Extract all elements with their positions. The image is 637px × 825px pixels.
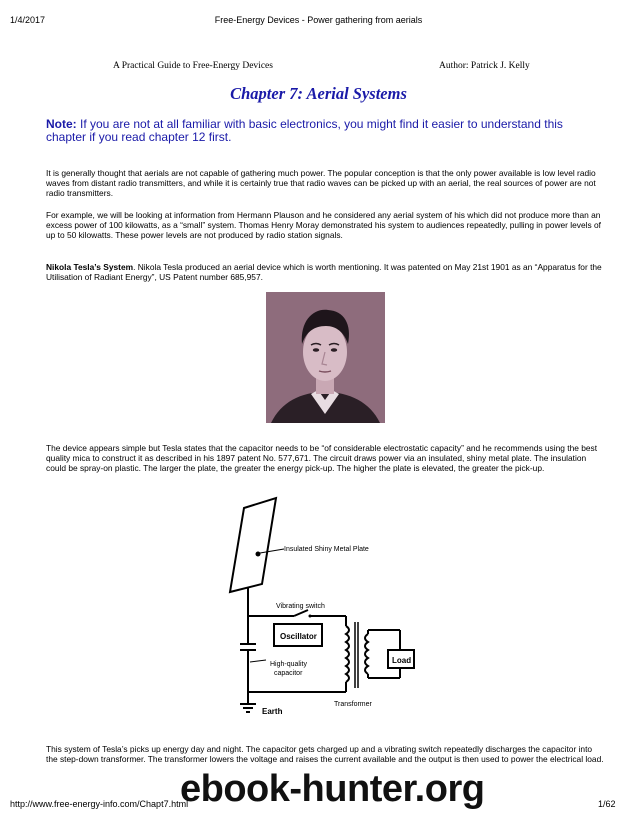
paragraph-example: For example, we will be looking at information from Hermann Plauson and he considered any aerial system of his which did not produce more than an excess power of 100 kilowatts, as a “small” system. Thomas Henry Moray demonstrated his system to audiences repeatedly, pulling in power levels of up to 50 kilowatts. These power levels are not produced by radio station signals. [46,210,602,240]
earth-label: Earth [262,707,283,716]
note-paragraph [46,118,606,144]
tesla-portrait [266,292,385,423]
tesla-heading: Nikola Tesla’s System [46,262,134,272]
switch-label: Vibrating switch [276,603,325,610]
print-title: Free-Energy Devices - Power gathering from aerials [214,15,423,25]
chapter-title: Chapter 7: Aerial Systems [230,84,407,103]
circuit-diagram [222,492,440,722]
transformer-label: Transformer [334,701,372,708]
note-text: If you are not at all familiar with basic electronics, you might find it easier to understand this chapter if you read chapter 12 first. [46,117,563,144]
footer-url: http://www.free-energy-info.com/Chapt7.html [10,799,189,809]
metal-plate [230,498,276,592]
oscillator-label: Oscillator [280,632,317,641]
paragraph-tesla [46,262,606,282]
paragraph-device: The device appears simple but Tesla states that the capacitor needs to be “of considerable electrostatic capacity” and he recommends using the best quality mica to construct it as described in his 1897 patent No. 577,671. The circuit draws power via an insulated, shiny metal plate. The insulation could be spray-on plastic. The larger the plate, the greater the energy pick-up. The higher the plate is elevated, the greater the pick-up. [46,443,598,473]
capacitor-label-2: capacitor [274,670,303,677]
print-date: 1/4/2017 [10,15,46,25]
capacitor-label-1: High-quality [270,661,307,668]
load-label: Load [392,656,412,665]
plate-label: Insulated Shiny Metal Plate [284,546,369,553]
author-line: Author: Patrick J. Kelly [439,61,530,71]
paragraph-operation: This system of Tesla’s picks up energy day and night. The capacitor gets charged up and a vibrating switch repeatedly discharges the capacitor into the step-down transformer. The transformer lowers the voltage and raises the current available and the output is then used to power the electrical load. [46,744,604,764]
paragraph-intro: It is generally thought that aerials are not capable of gathering much power. The popular conception is that the only power available is low level radio waves from distant radio transmitters, and while it is certainly true that radio waves can be picked up with an aerial, the real sources of power are not radio transmitters. [46,168,596,198]
footer-page: 1/62 [598,799,616,809]
watermark: ebook-hunter.org [180,768,485,810]
guide-title: A Practical Guide to Free-Energy Devices [113,61,273,71]
note-label: Note: [46,117,77,131]
tesla-text: . Nikola Tesla produced an aerial device which is worth mentioning. It was patented on May 21st 1901 as an “Apparatus for the Utilisation of Radiant Energy”, US Patent number 685,957. [46,262,602,282]
